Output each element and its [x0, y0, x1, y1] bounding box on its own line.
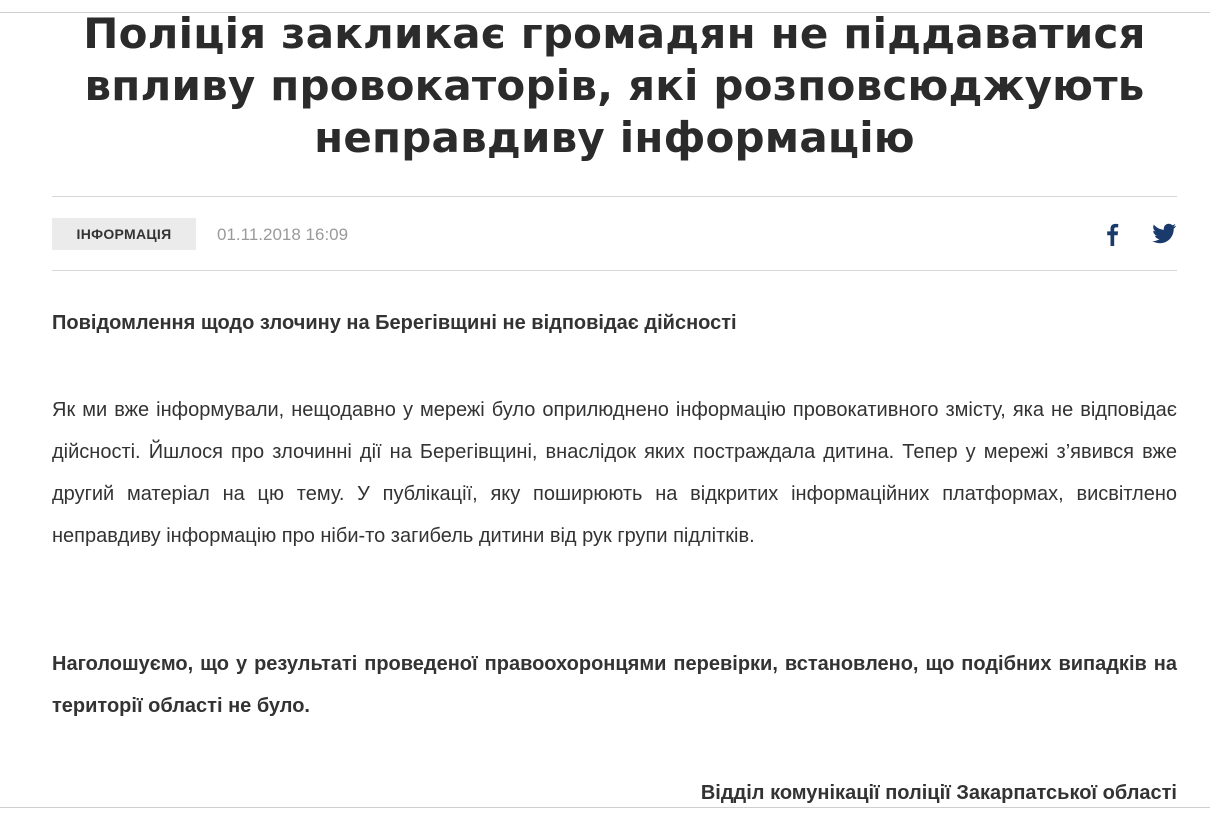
header-divider-top	[52, 196, 1177, 197]
publish-date: 01.11.2018 16:09	[217, 225, 349, 244]
page-bottom-border	[0, 807, 1210, 808]
facebook-icon	[1102, 221, 1122, 247]
article-bold-paragraph: Наголошуємо, що у результаті проведеної правоохоронцями перевірки, встановлено, що подібних випадків на території області не було.	[52, 653, 1177, 717]
article-paragraph: Як ми вже інформували, нещодавно у мережі було оприлюднено інформацію провокативного змісту, яка не відповідає дійсності. Йшлося про злочинні дії на Берегівщині, внаслідок яких постраждала дитина. Тепер у мережі з’явився вже другий матеріал на цю тему. У публікації, яку поширюють на відкритих інформаційних платформах, висвітлено неправдиву інформацію про ніби-то загибель дитини від рук групи підлітків.	[52, 399, 1177, 547]
article-title: Поліція закликає громадян не піддаватися впливу провокаторів, які розповсюджують неправдиву інформацію	[83, 9, 1146, 162]
header-divider-bottom	[52, 270, 1177, 271]
category-badge[interactable]: ІНФОРМАЦІЯ	[52, 218, 196, 250]
article-signature: Відділ комунікації поліції Закарпатської області	[700, 782, 1177, 804]
twitter-share-button[interactable]	[1151, 221, 1178, 245]
facebook-share-button[interactable]	[1102, 221, 1122, 247]
article-lead: Повідомлення щодо злочину на Берегівщині не відповідає дійсності	[52, 312, 737, 334]
twitter-icon	[1151, 221, 1178, 245]
